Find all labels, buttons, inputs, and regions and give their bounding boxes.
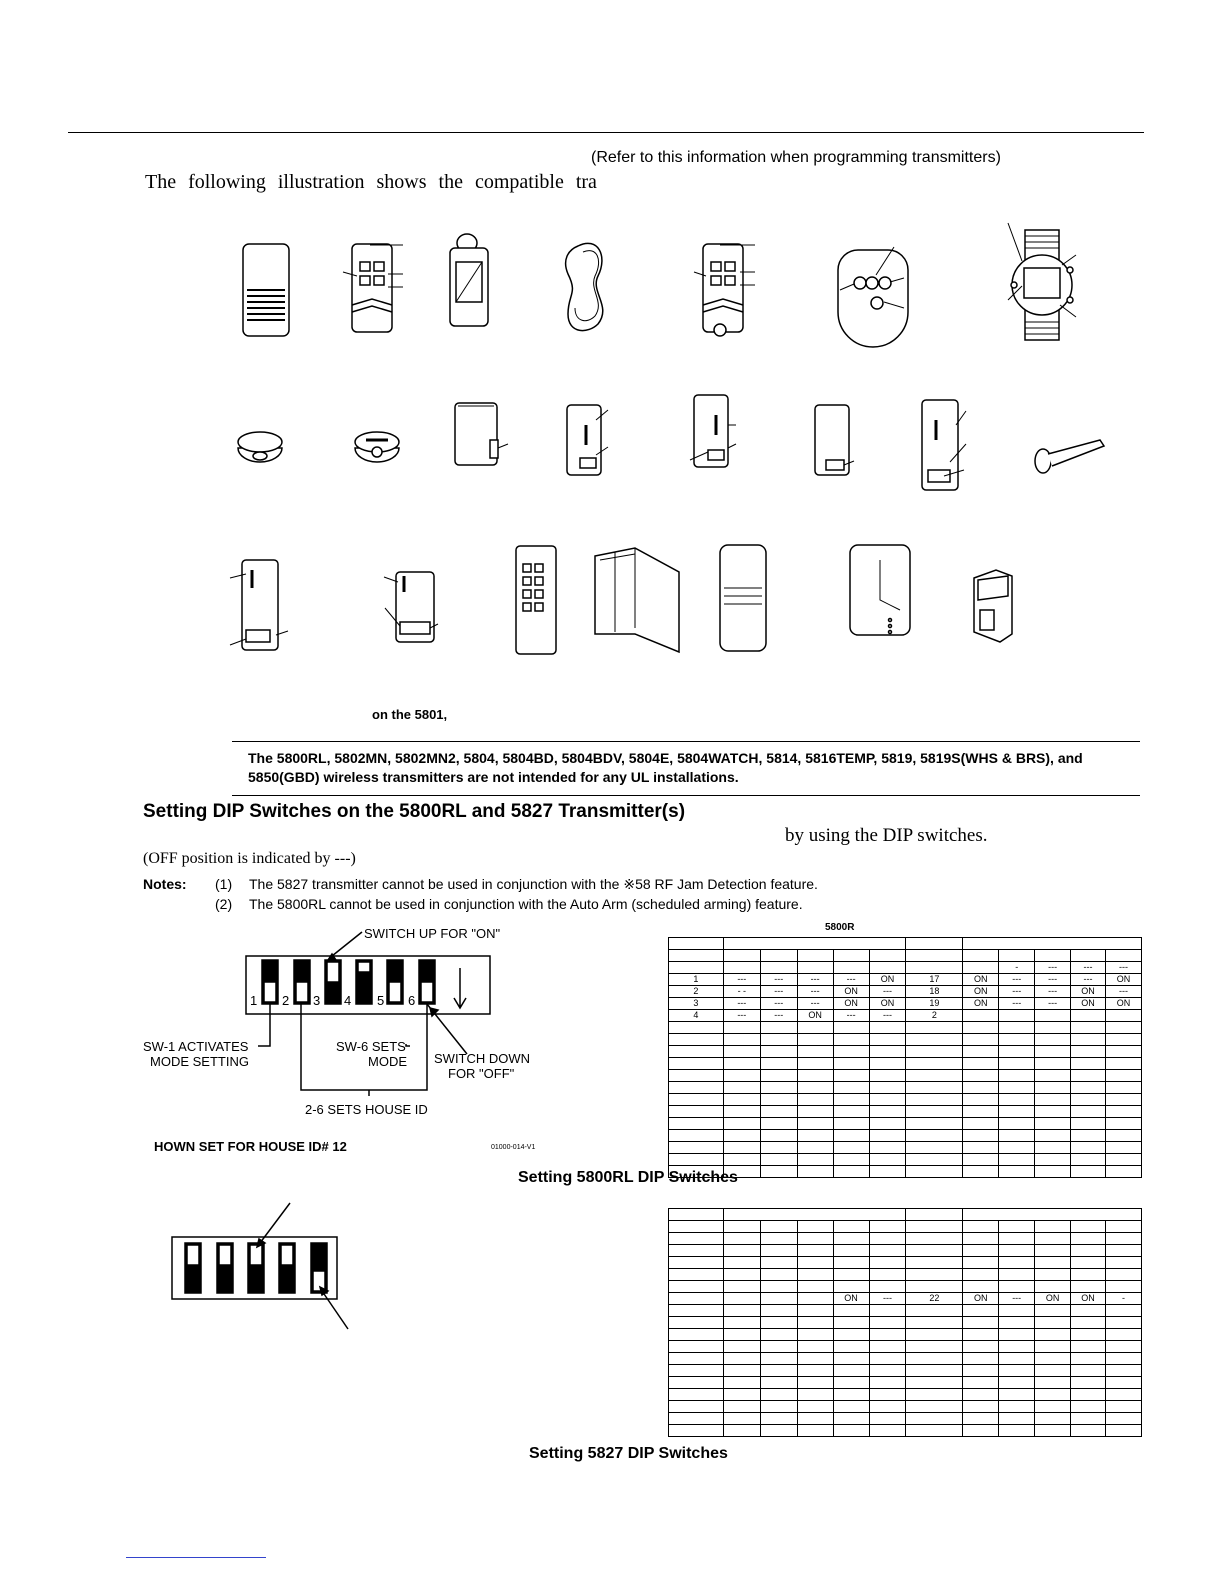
intro-text: The following illustration shows the compatible tra [145,171,597,193]
dip-5827-switch-4 [279,1243,295,1293]
table-cell: --- [723,998,760,1010]
table-cell: 2 [669,986,724,998]
table-cell: ON [963,986,999,998]
table-cell: --- [999,998,1035,1010]
table-cell: ON [833,986,869,998]
device-motion-detector [974,570,1012,642]
table-cell: ON [833,998,869,1010]
dip-switch-6 [419,960,435,1004]
note-1-text: The 5827 transmitter cannot be used in conjunction with the ※58 RF Jam Detection feature. [249,876,818,892]
table-cell: - [1106,1293,1142,1305]
table-cell: --- [1035,974,1071,986]
table-header-row [669,938,1142,950]
table-cell: ON [1035,1293,1071,1305]
refer-note: (Refer to this information when programming transmitters) [591,149,1001,166]
table-cell [999,1010,1035,1022]
device-5820 [1035,440,1104,473]
ul-warning: The 5800RL, 5802MN, 5802MN2, 5804, 5804BD, 5804BDV, 5804E, 5804WATCH, 5814, 5816TEMP, 5819, 5819S(WHS & BRS), and 5850(GBD) wireless transmitters are not intended for any UL installations. [248,750,1083,785]
device-5890 [384,572,438,642]
table-cell: ON [797,1010,833,1022]
table-cell: --- [869,1293,906,1305]
table-cell: --- [1035,986,1071,998]
sw6-label-line1: SW-6 SETS [336,1039,406,1054]
part-number: 01000-014-V1 [491,1144,536,1151]
table-cell: ON [1106,998,1142,1010]
table-cell: --- [869,986,906,998]
table-cell: ON [869,998,906,1010]
table-row [669,1010,1142,1022]
device-5827 [850,545,910,635]
table-cell: 1 [669,974,724,986]
table-cell: --- [760,986,797,998]
table-cell: --- [797,974,833,986]
table-cell: 18 [906,986,963,998]
house-id-label: 2-6 SETS HOUSE ID [305,1102,428,1117]
dip-5827-diagram [160,1195,360,1335]
table-cell [723,1293,760,1305]
sw6-label-line2: MODE [368,1054,407,1069]
notes-label: Notes: [143,876,187,892]
device-smoke-detector-2 [355,432,399,462]
dip-5827-switch-1 [185,1243,201,1293]
table-cell: 2 [906,1010,963,1022]
table-cell: ON [1071,998,1106,1010]
sw1-label-line2: MODE SETTING [150,1054,249,1069]
table-header-row [669,950,1142,962]
dip-num-6: 6 [408,993,416,1008]
dip-line: by using the DIP switches. [785,825,988,846]
table-cell: ON [963,974,999,986]
table-cell: --- [723,974,760,986]
table-row [669,986,1142,998]
table-cell: --- [1106,986,1142,998]
table-cell: ON [869,974,906,986]
table-cell: - - [723,986,760,998]
device-keypad-remote [516,546,556,654]
device-wall-transmitter [243,244,289,336]
note-1-num: (1) [215,876,233,892]
table-cell: --- [1106,962,1142,974]
transmitter-illustrations [0,0,1224,700]
switch-down-line2: FOR "OFF" [448,1066,515,1081]
dip-switch-5 [387,960,403,1004]
device-receiver-box [595,548,679,652]
sw1-label-line1: SW-1 ACTIVATES [143,1039,249,1054]
device-round-keyfob [838,247,908,347]
table-cell: --- [1071,974,1106,986]
off-note: (OFF position is indicated by ---) [143,850,356,867]
device-5818 [815,405,854,475]
table-cell: ON [963,1293,999,1305]
warning-bottom-rule [232,795,1140,796]
table-row [669,962,1142,974]
dip-switch-3 [325,960,341,1004]
table-cell: --- [723,1010,760,1022]
table-cell: --- [797,998,833,1010]
device-keyfob-5804 [694,244,755,336]
note-2-text: The 5800RL cannot be used in conjunction with the Auto Arm (scheduled arming) feature. [249,896,803,912]
table-cell [1071,1010,1106,1022]
table-cell: 3 [669,998,724,1010]
device-pendant [450,234,488,326]
table-5800rl [668,937,1142,1178]
dip-5827-switch-2 [217,1243,233,1293]
table-cell: --- [760,974,797,986]
table-cell [1106,1010,1142,1022]
device-watch-transmitter [1008,223,1076,340]
table-cell: ON [963,998,999,1010]
table-cell: --- [999,986,1035,998]
table-cell: ON [1106,974,1142,986]
table-cell: 17 [906,974,963,986]
table-cell: --- [833,1010,869,1022]
table-row [669,998,1142,1010]
device-5850 [230,560,288,650]
device-door-window [455,403,508,465]
dip-num-3: 3 [313,993,321,1008]
table-cell [1035,1010,1071,1022]
dip-switch-2 [294,960,310,1004]
dip-switch-1 [262,960,278,1004]
device-loop-pendant [566,243,603,330]
table-cell: 22 [906,1293,963,1305]
table-cell: --- [797,986,833,998]
table-5800rl-caption: Setting 5800RL DIP Switches [518,1169,738,1186]
table-cell: ON [1071,986,1106,998]
table-cell: --- [999,974,1035,986]
dip-num-1: 1 [250,993,258,1008]
table-cell [963,1010,999,1022]
note-2-num: (2) [215,896,233,912]
device-5819 [922,400,966,490]
table-header-row [669,1209,1142,1221]
table-5827 [668,1208,1142,1437]
table-cell: 4 [669,1010,724,1022]
table-cell [760,1293,797,1305]
switch-up-label: SWITCH UP FOR "ON" [364,926,501,941]
table-row [669,974,1142,986]
down-arrow-icon [454,968,466,1008]
warning-top-rule [232,741,1140,742]
device-5816 [567,405,608,475]
section-title: Setting DIP Switches on the 5800RL and 5827 Transmitter(s) [143,801,686,822]
table-cell: --- [869,1010,906,1022]
table-row [669,1293,1142,1305]
table-cell: ON [1071,1293,1106,1305]
table-cell: --- [833,974,869,986]
table-cell: --- [760,998,797,1010]
table-cell: --- [1035,962,1071,974]
table-cell [797,1293,833,1305]
dip-num-2: 2 [282,993,290,1008]
table-cell: --- [1071,962,1106,974]
table-cell: --- [760,1010,797,1022]
table-cell [669,1293,724,1305]
table-cell: --- [999,1293,1035,1305]
device-5817 [690,395,736,467]
table-5827-caption: Setting 5827 DIP Switches [529,1445,728,1462]
dip-5827-switch-3 [248,1243,264,1293]
shown-set-label: HOWN SET FOR HOUSE ID# 12 [154,1139,347,1154]
table-cell: --- [1035,998,1071,1010]
device-keyfob-4button [343,244,403,332]
table-5800rl-title: 5800R [825,922,855,933]
device-5800RL [720,545,766,651]
illustration-caption: on the 5801, [372,707,448,722]
switch-up-arrow-icon [332,932,362,956]
dip-switch-4 [356,960,372,1004]
device-smoke-detector [238,432,282,462]
switch-down-line1: SWITCH DOWN [434,1051,531,1066]
table-cell: - [999,962,1035,974]
dip-5827-switch-5 [311,1243,327,1293]
footer-link-rule [126,1557,266,1558]
table-cell: ON [833,1293,869,1305]
table-cell: 19 [906,998,963,1010]
dip-num-5: 5 [377,993,385,1008]
dip-num-4: 4 [344,993,352,1008]
